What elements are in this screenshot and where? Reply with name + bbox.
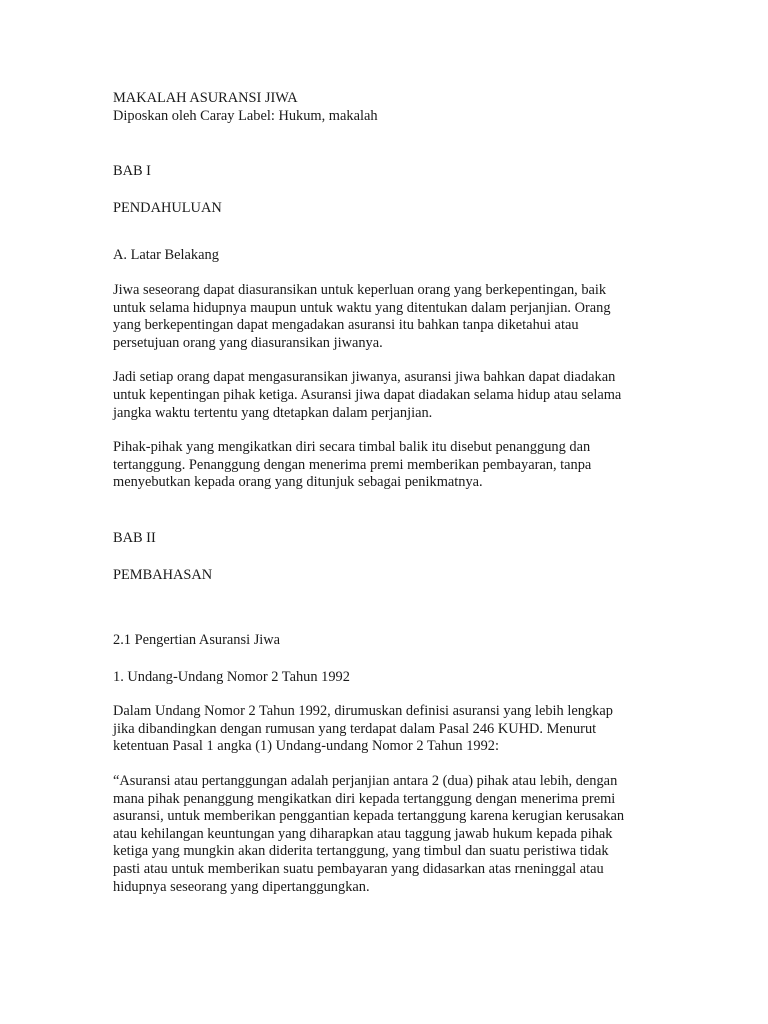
chapter-heading-bab-2: BAB II — [113, 529, 156, 546]
chapter-heading-bab-1: BAB I — [113, 163, 151, 180]
chapter-title-pembahasan: PEMBAHASAN — [113, 566, 213, 583]
paragraph-2: Jadi setiap orang dapat mengasuransikan jiwanya, asuransi jiwa bahkan dapat diadakan untuk kepentingan pihak ketiga. Asuransi jiwa dapat diadakan selama hidup atau selama jangka waktu tertentu yang dtetapkan dalam perjanjian. — [113, 369, 622, 421]
definition-quote: “Asuransi atau pertanggungan adalah perjanjian antara 2 (dua) pihak atau lebih, dengan mana pihak penanggung mengikatkan diri kepada tertanggung dengan menerima premi asuransi, untuk memberikan penggantian kepada tertanggung karena kerugian kerusakan atau kehilangan keuntungan yang diharapkan atau taggung jawab hukum kepada pihak ketiga yang mungkin akan diderita tertanggung, yang timbul dan suatu peristiwa tidak pasti atau untuk memberikan suatu pembayaran yang didasarkan atas rneninggal atau hidupnya seseorang yang dipertanggungkan. — [113, 773, 625, 895]
section-heading-2-1: 2.1 Pengertian Asuransi Jiwa — [113, 632, 281, 649]
paragraph-1: Jiwa seseorang dapat diasuransikan untuk keperluan orang yang berkepentingan, baik untuk selama hidupnya maupun untuk waktu yang ditentukan dalam perjanjian. Orang yang berkepentingan dapat mengadakan asuransi itu bahkan tanpa diketahui atau persetujuan orang yang diasuransikan jiwanya. — [113, 281, 611, 351]
paragraph-3: Pihak-pihak yang mengikatkan diri secara timbal balik itu disebut penanggung dan tertanggung. Penanggung dengan menerima premi memberikan pembayaran, tanpa menyebutkan kepada orang yang ditunjuk sebagai penikmatnya. — [113, 439, 592, 491]
paragraph-4: Dalam Undang Nomor 2 Tahun 1992, dirumuskan definisi asuransi yang lebih lengkap jika dibandingkan dengan rumusan yang terdapat dalam Pasal 246 KUHD. Menurut ketentuan Pasal 1 angka (1) Undang-undang Nomor 2 Tahun 1992: — [113, 703, 613, 755]
document-title: MAKALAH ASURANSI JIWA — [113, 90, 298, 106]
subsection-heading-undang-undang: 1. Undang-Undang Nomor 2 Tahun 1992 — [113, 668, 350, 685]
section-heading-latar-belakang: A. Latar Belakang — [113, 247, 219, 264]
post-meta: Diposkan oleh Caray Label: Hukum, makalah — [113, 107, 378, 124]
chapter-title-pendahuluan: PENDAHULUAN — [113, 199, 222, 216]
document-page — [113, 90, 673, 896]
